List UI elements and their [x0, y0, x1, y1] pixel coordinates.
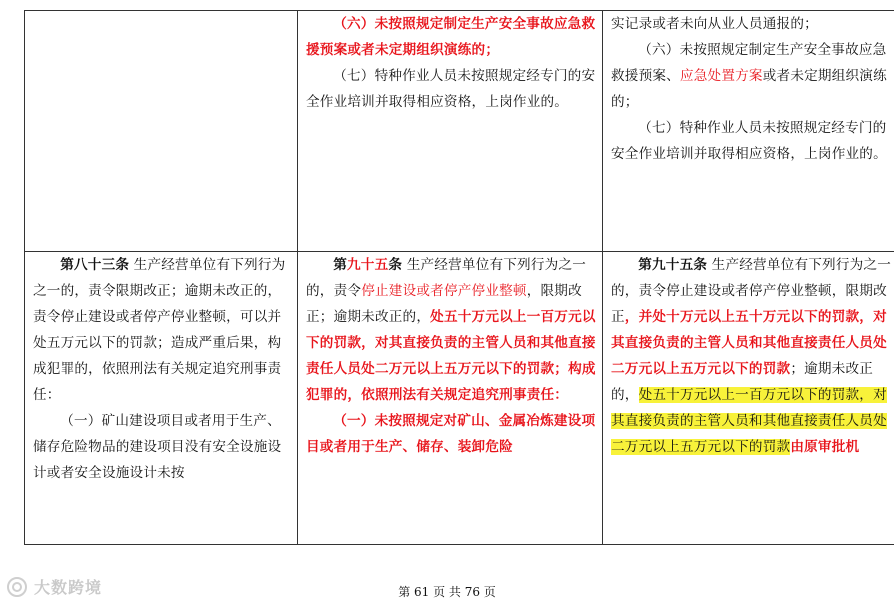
page-number: 第 61 页 共 76 页: [398, 585, 496, 599]
item-1-draft: （一）未按照规定对矿山、金属冶炼建设项目或者用于生产、储存、装卸危险: [306, 413, 596, 455]
item-6-draft: （六）未按照规定制定生产安全事故应急救援预案或者未定期组织演练的；: [306, 16, 596, 58]
draft-law-cell: [298, 11, 603, 252]
item-7-new: （七）特种作业人员未按照规定经专门的安全作业培训并取得相应资格，上岗作业的。: [611, 120, 887, 162]
old-law-cell: [25, 11, 298, 252]
item-6-new: （六）未按照规定制定生产安全事故应急救援预案、应急处置方案或者未定期组织演练的；: [611, 42, 887, 110]
old-law-cell: [25, 252, 298, 545]
watermark-text: 大数跨境: [34, 578, 103, 597]
new-law-cell: [603, 11, 894, 252]
article-95-draft: 第九十五条 生产经营单位有下列行为之一的，责令停止建设或者停产停业整顿，限期改正；逾期未改正的，处五十万元以上一百万元以下的罚款，对其直接负责的主管人员和其他直接责任人员处二万元以上五万元以下的罚款；构成犯罪的，依照刑法有关规定追究刑事责任：: [306, 257, 596, 403]
table-row: [25, 11, 894, 252]
highlighted-text: 处五十万元以上一百万元以下的罚款，对其直接负责的主管人员和其他直接责任人员处二万元以上五万元以下的罚款: [611, 387, 887, 455]
article-83-title: 第八十三条: [60, 257, 130, 273]
new-law-cell: [603, 252, 894, 545]
comparison-table: [24, 10, 894, 545]
emergency-plan-text: 应急处置方案: [679, 68, 763, 84]
article-95-new: 第九十五条 生产经营单位有下列行为之一的，责令停止建设或者停产停业整顿，限期改正，并处十万元以上五十万元以下的罚款，对其直接负责的主管人员和其他直接责任人员处二万元以上五万元以下的罚款；逾期未改正的，处五十万元以上一百万元以下的罚款，对其直接负责的主管人员和其他直接责任人员处二万元以上五万元以下的罚款由原审批机: [611, 257, 891, 455]
article-83: 第八十三条 生产经营单位有下列行为之一的，责令限期改正；逾期未改正的，责令停止建设或者停产停业整顿，可以并处五万元以下的罚款；造成严重后果，构成犯罪的，依照刑法有关规定追究刑事责任：: [33, 257, 286, 403]
item-7-draft: （七）特种作业人员未按照规定经专门的安全作业培训并取得相应资格，上岗作业的。: [306, 68, 596, 110]
continuation-text: 实记录或者未向从业人员通报的；: [611, 16, 818, 32]
article-95-title: 第九十五条: [638, 257, 708, 273]
item-1-old: （一）矿山建设项目或者用于生产、储存危险物品的建设项目没有安全设施设计或者安全设施设计未按: [33, 413, 282, 481]
draft-law-cell: [298, 252, 603, 545]
table-row: [25, 252, 894, 545]
